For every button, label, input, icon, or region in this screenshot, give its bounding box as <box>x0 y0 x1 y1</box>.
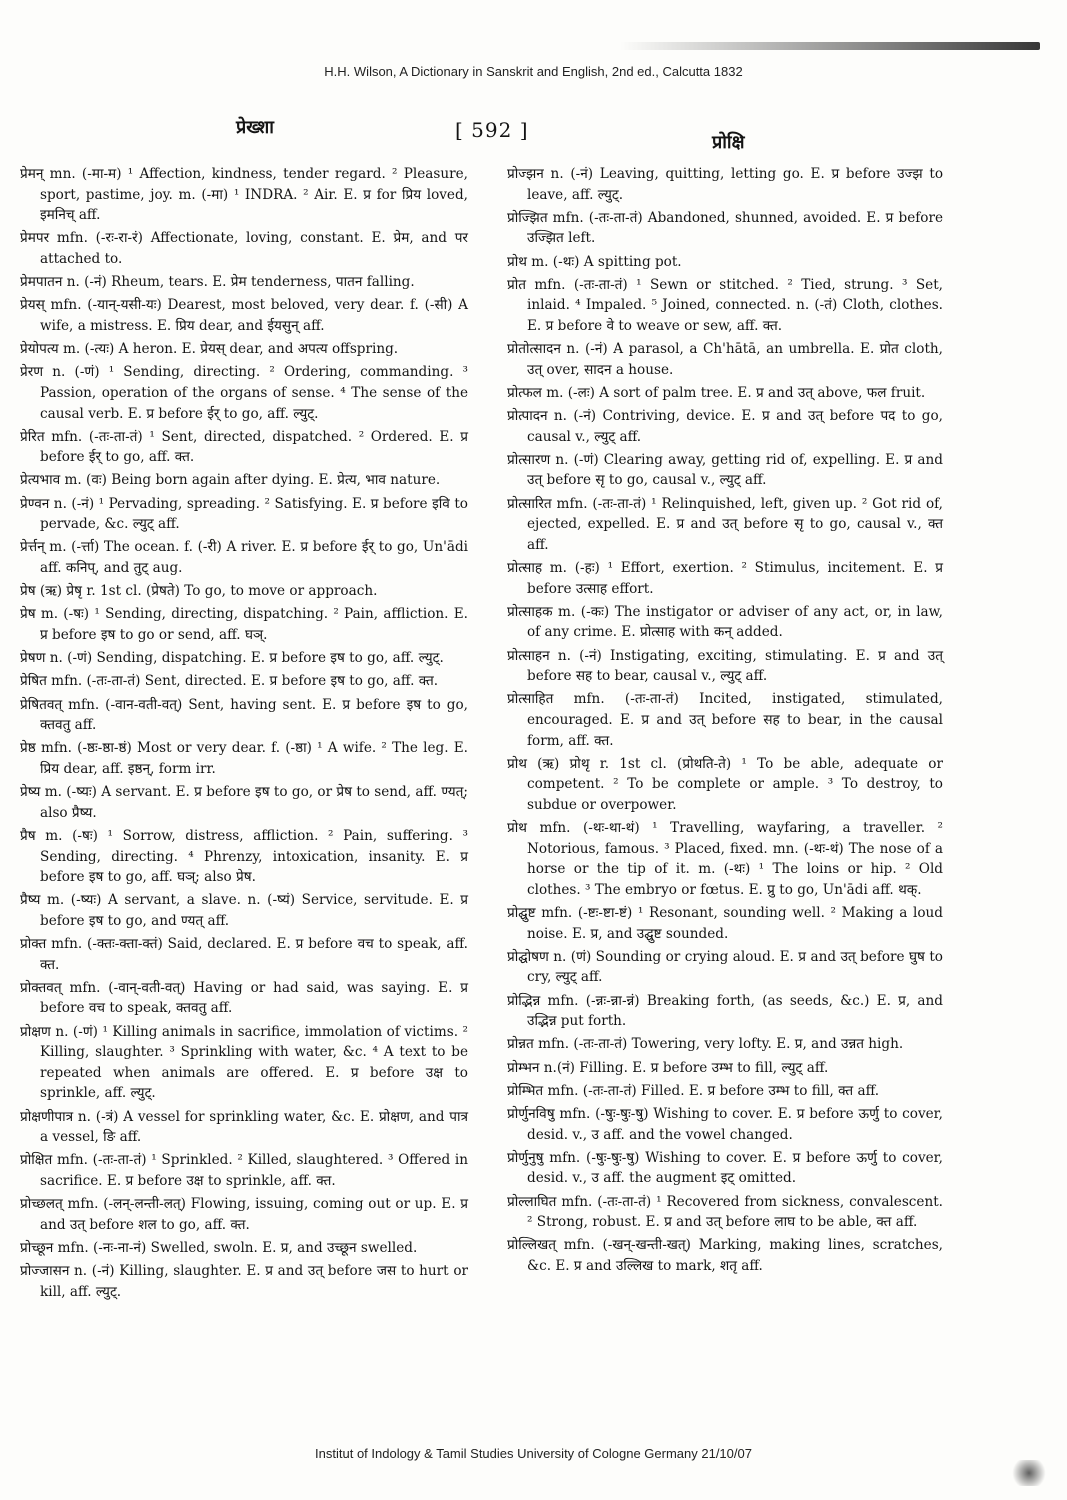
dictionary-entry: प्रोज्झन n. (-नं) Leaving, quitting, letting go. E. प्र before उज्झ to leave, aff. ल्युट्. <box>507 166 943 203</box>
dictionary-entry: प्रोत्साहक m. (-कः) The instigator or adviser of any act, or, in law, of any crime. E. प्रोत्साह with कन् added. <box>507 603 943 641</box>
dictionary-entry: प्रैष m. (-षः) ¹ Sorrow, distress, affliction. ² Pain, suffering. ³ Sending, directing. ⁴ Phrenzy, intoxication, insanity. E. प्र before इष to go, aff. घञ्; also प्रेष. <box>20 827 468 886</box>
dictionary-entry: प्रोत्साह m. (-हः) ¹ Effort, exertion. ² Stimulus, incitement. E. प्र before उत्साह effort. <box>507 560 943 597</box>
dictionary-entry: प्रेरण n. (-णं) ¹ Sending, directing. ² Ordering, commanding. ³ Passion, operation of the organs of sense. ⁴ The sense of the causal verb. E. प्र before ईर् to go, aff. ल्युट्. <box>20 364 468 422</box>
dictionary-entry: प्रोत mfn. (-तः-ता-तं) ¹ Sewn or stitched. ² Tied, strung. ³ Set, inlaid. ⁴ Impaled. ⁵ Joined, connected. n. (-तं) Cloth, clothes. E. प्र before वे to weave or sew, aff. क्त. <box>507 276 943 334</box>
dictionary-entry: प्रोक्तवत् mfn. (-वान्-वती-वत्) Having or had said, was saying. E. प्र before वच to speak, क्तवतु aff. <box>20 979 468 1017</box>
dictionary-entry: प्रैष्य m. (-ष्यः) A servant, a slave. n. (-ष्यं) Service, servitude. E. प्र before इष to go, and ण्यत् aff. <box>20 892 468 929</box>
dictionary-entry: प्रोम्भित mfn. (-तः-ता-तं) Filled. E. प्र before उम्भ to fill, क्त aff. <box>507 1082 880 1099</box>
dictionary-entry: प्रोर्णुनविषु mfn. (-षुः-षुः-षु) Wishing to cover. E. प्र before ऊर्णु to cover, desid. v., उ aff. and the vowel changed. <box>507 1106 943 1143</box>
dictionary-entry: प्रोच्छलत् mfn. (-लन्-लन्ती-लत्) Flowing, issuing, coming out or up. E. प्र and उत् before शल to go, aff. क्त. <box>20 1196 468 1233</box>
dictionary-entry: प्रोथ (ऋ) प्रोथृ r. 1st cl. (प्रोथति-ते) ¹ To be able, adequate or competent. ² To be complete or ample. ³ To destroy, to subdue or overpower. <box>507 755 943 813</box>
dictionary-entry: प्रोल्लाघित mfn. (-तः-ता-तं) ¹ Recovered from sickness, convalescent. ² Strong, robust. E. प्र and उत् before लाघ to be able, क्त aff. <box>507 1193 943 1231</box>
dictionary-entry: प्रेष्ठ mfn. (-ष्ठः-ष्ठा-ष्ठं) Most or very dear. f. (-ष्ठा) ¹ A wife. ² The leg. E. प्रिय dear, aff. इष्ठन्, form irr. <box>20 740 468 777</box>
dictionary-entry: प्रेमपर mfn. (-रः-रा-रं) Affectionate, loving, constant. E. प्रेम, and पर attached to. <box>20 230 468 267</box>
right-column <box>507 164 943 1279</box>
dictionary-entry: प्रेषित mfn. (-तः-ता-तं) Sent, directed. E. प्र before इष to go, aff. क्त. <box>20 673 439 690</box>
dictionary-entry: प्रोत्साहित mfn. (-तः-ता-तं) Incited, instigated, stimulated, encouraged. E. प्र and उत् before सह to bear, in the causal form, aff. क्त. <box>507 691 943 749</box>
dictionary-entry: प्रेयोपत्य m. (-त्यः) A heron. E. प्रेयस् dear, and अपत्य offspring. <box>20 341 399 358</box>
dictionary-entry: प्रोद्घोषण n. (णं) Sounding or crying aloud. E. प्र and उत् before घुष to cry, ल्युट् aff. <box>507 948 943 986</box>
dictionary-entry: प्रेयस् mfn. (-यान्-यसी-यः) Dearest, most beloved, very dear. f. (-सी) A wife, a mistress. E. प्रिय dear, and ईयसुन् aff. <box>20 297 468 334</box>
page-number: [ 592 ] <box>455 118 529 142</box>
dictionary-entry: प्रोक्षणीपात्र n. (-त्रं) A vessel for sprinkling water, &c. E. प्रोक्षण, and पात्र a vessel, ङि aff. <box>20 1108 468 1146</box>
dictionary-entry: प्रोन्नत mfn. (-तः-ता-तं) Towering, very lofty. E. प्र, and उन्नत high. <box>507 1036 904 1053</box>
source-citation: H.H. Wilson, A Dictionary in Sanskrit and English, 2nd ed., Calcutta 1832 <box>324 64 743 79</box>
dictionary-entry: प्रोक्षण n. (-णं) ¹ Killing animals in sacrifice, immolation of victims. ² Killing, slaughter. ³ Sprinkling with water, &c. ⁴ A text to be repeated when animals are offered. E. प्र before उक्ष to sprinkle, aff. ल्युट्. <box>20 1023 468 1102</box>
dictionary-entry: प्रोर्णुनुषु mfn. (-षुः-षुः-षु) Wishing to cover. E. प्र before ऊर्णु to cover, desid. v., उ aff. the augment इट् omitted. <box>507 1149 943 1187</box>
dictionary-entry: प्रोद्घुष्ट mfn. (-ष्टः-ष्टा-ष्टं) ¹ Resonant, sounding well. ² Making a loud noise. E. प्र, and उद्घुष्ट sounded. <box>507 905 943 942</box>
dictionary-entry: प्रेण्वन n. (-नं) ¹ Pervading, spreading. ² Satisfying. E. प्र before इवि to pervade, &c. ल्युट् aff. <box>20 495 468 533</box>
footer-credit: Institut of Indology & Tamil Studies University of Cologne Germany 21/10/07 <box>315 1446 752 1461</box>
dictionary-entry: प्रेष m. (-षः) ¹ Sending, directing, dispatching. ² Pain, affliction. E. प्र before इष to go or send, aff. घञ्. <box>20 606 468 643</box>
right-guide-word: प्रोक्षि <box>712 132 745 153</box>
left-column <box>20 164 468 1305</box>
dictionary-entry: प्रोत्साहन n. (-नं) Instigating, exciting, stimulating. E. प्र and उत् before सह to bear, causal v., ल्युट् aff. <box>507 647 943 685</box>
dictionary-entry: प्रोच्छून mfn. (-नः-ना-नं) Swelled, swoln. E. प्र, and उच्छून swelled. <box>20 1239 418 1256</box>
scan-speck-mark <box>1009 1460 1049 1486</box>
dictionary-entry: प्रेमपातन n. (-नं) Rheum, tears. E. प्रेम tenderness, पातन falling. <box>20 274 415 291</box>
dictionary-entry: प्रेमन् mn. (-मा-म) ¹ Affection, kindness, tender regard. ² Pleasure, sport, pastime, joy. m. (-मा) ¹ INDRA. ² Air. E. प्र for प्रिय loved, इमनिच् aff. <box>20 166 468 224</box>
dictionary-entry: प्रोज्जासन n. (-नं) Killing, slaughter. E. प्र and उत् before जस to hurt or kill, aff. ल्युट्. <box>20 1263 468 1300</box>
dictionary-entry: प्रोद्भिन्न mfn. (-न्नः-न्ना-न्नं) Breaking forth, (as seeds, &c.) E. प्र, and उद्भिन्न put forth. <box>507 992 943 1030</box>
dictionary-entry: प्रेष (ऋ) प्रेषृ r. 1st cl. (प्रेषते) To go, to move or approach. <box>20 583 378 600</box>
dictionary-entry: प्रेर्त्तन् m. (-र्त्ता) The ocean. f. (-री) A river. E. प्र before ईर् to go, Un'ādi aff. कनिप्, and तुट् aug. <box>20 539 468 577</box>
dictionary-entry: प्रोत्सारण n. (-णं) Clearing away, getting rid of, expelling. E. प्र and उत् before सृ to go, causal v., ल्युट् aff. <box>507 451 943 489</box>
dictionary-entry: प्रोक्त mfn. (-क्तः-क्ता-क्तं) Said, declared. E. प्र before वच to speak, aff. क्त. <box>20 936 468 973</box>
dictionary-entry: प्रेरित mfn. (-तः-ता-तं) ¹ Sent, directed, dispatched. ² Ordered. E. प्र before ईर् to go, aff. क्त. <box>20 428 468 466</box>
dictionary-entry: प्रेषितवत् mfn. (-वान-वती-वत्) Sent, having sent. E. प्र before इष to go, क्तवतु aff. <box>20 696 468 734</box>
dictionary-entry: प्रोज्झित mfn. (-तः-ता-तं) Abandoned, shunned, avoided. E. प्र before उज्झित left. <box>507 209 943 247</box>
dictionary-entry: प्रोथ mfn. (-थः-था-थं) ¹ Travelling, wayfaring, a traveller. ² Notorious, famous. ³ Placed, fixed. mn. (-थः-थं) The nose of a horse or the tip of it. m. (-थः) ¹ The loins or hip. ² Old clothes. ³ The embryo or fœtus. E. प्रु to go, Un'ādi aff. थक्. <box>507 820 943 898</box>
dictionary-entry: प्रोक्षित mfn. (-तः-ता-तं) ¹ Sprinkled. ² Killed, slaughtered. ³ Offered in sacrifice. E. प्र before उक्ष to sprinkle, aff. क्त. <box>20 1152 468 1189</box>
dictionary-entry: प्रोतोत्सादन n. (-नं) A parasol, a Ch'hātā, an umbrella. E. प्रोत cloth, उत् over, सादन a house. <box>507 341 943 378</box>
dictionary-entry: प्रोत्सारित mfn. (-तः-ता-तं) ¹ Relinquished, left, given up. ² Got rid of, ejected, expelled. E. प्र and उत् before सृ to go, causal v., क्त aff. <box>507 495 943 553</box>
dictionary-entry: प्रेष्य m. (-ष्यः) A servant. E. प्र before इष to go, or प्रेष to send, aff. ण्यत्; also प्रैष्य. <box>20 784 468 821</box>
dictionary-entry: प्रोम्भन n.(नं) Filling. E. प्र before उम्भ to fill, ल्युट् aff. <box>507 1059 829 1076</box>
dictionary-entry: प्रेत्यभाव m. (वः) Being born again after dying. E. प्रेत्य, भाव nature. <box>20 472 441 489</box>
dictionary-entry: प्रोल्लिखत् mfn. (-खन्-खन्ती-खत्) Marking, making lines, scratches, &c. E. प्र and उल्लिख to mark, शतृ aff. <box>507 1237 943 1274</box>
left-guide-word: प्रेख्शा <box>236 117 274 138</box>
dictionary-entry: प्रोथ m. (-थः) A spitting pot. <box>507 253 682 270</box>
dictionary-entry: प्रोत्पादन n. (-नं) Contriving, device. E. प्र and उत् before पद to go, causal v., ल्युट् aff. <box>507 408 943 445</box>
dictionary-entry: प्रोत्फल m. (-लः) A sort of palm tree. E. प्र and उत् above, फल fruit. <box>507 384 926 401</box>
dictionary-entry: प्रेषण n. (-णं) Sending, dispatching. E. प्र before इष to go, aff. ल्युट्. <box>20 650 444 667</box>
scan-edge-mark <box>620 42 1040 50</box>
